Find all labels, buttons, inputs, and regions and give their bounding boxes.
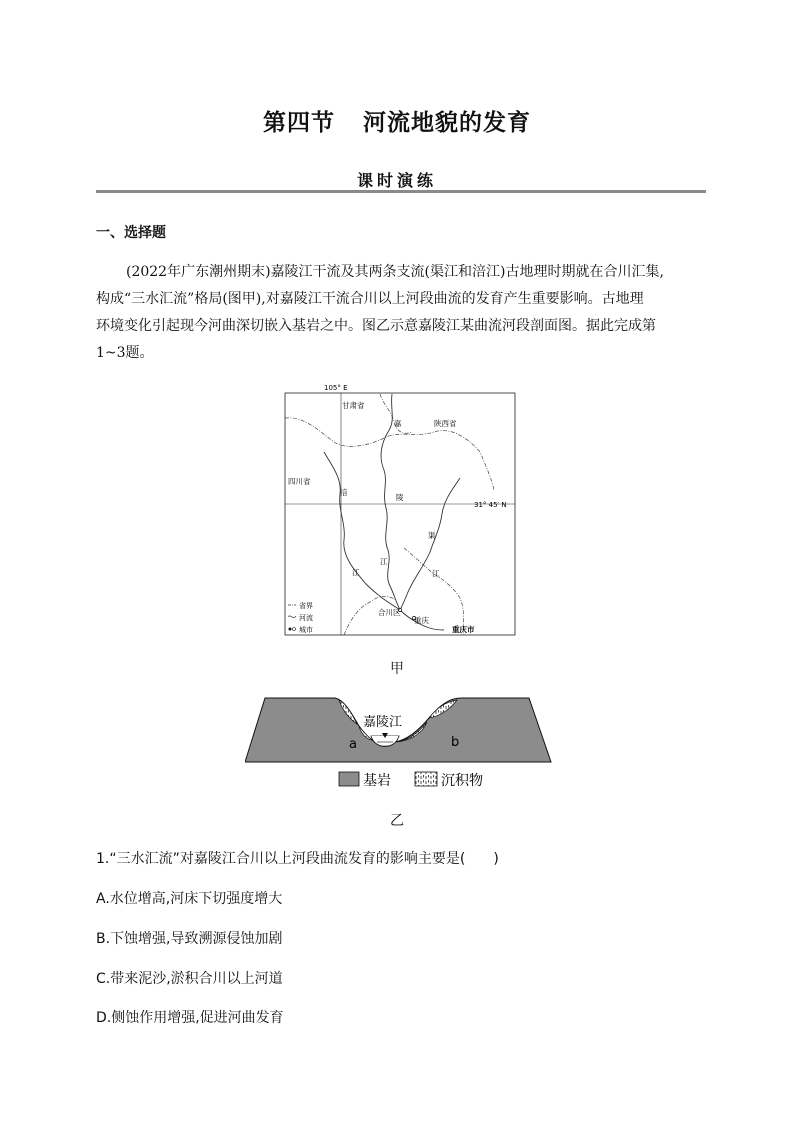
legend-bedrock-label: 基岩 (363, 773, 391, 789)
jiang-char: 江 (380, 557, 388, 566)
figure-cross-section (245, 690, 557, 794)
province-border-chongqing (404, 548, 464, 635)
legend-border-label: 省界 (299, 602, 313, 610)
intro-line-2: 构成“三水汇流”格局(图甲),对嘉陵江干流合川以上河段曲流的发育产生重要影响。古地理 (96, 291, 644, 307)
qu-char: 渠 (428, 531, 436, 540)
legend-city-label: 城市 (299, 626, 313, 634)
label-a: a (349, 737, 357, 752)
river-label: 嘉陵江 (363, 715, 403, 730)
title-section-number: 第四节 (263, 109, 335, 136)
legend-sediment-label: 沉积物 (441, 773, 483, 789)
sichuan-label: 四川省 (288, 477, 311, 486)
title-divider (96, 190, 706, 193)
intro-line-1: (2022年广东潮州期末)嘉陵江干流及其两条支流(渠江和涪江)古地理时期就在合川汇集, (126, 264, 664, 280)
shaanxi-label: 陕西省 (434, 419, 457, 428)
legend-sediment-swatch (415, 772, 437, 786)
title-section-name: 河流地貌的发育 (363, 109, 531, 136)
fu-jiang-char: 江 (352, 568, 360, 577)
chongqing-shi-label: 重庆市 (452, 625, 475, 634)
qu-jiang-char: 江 (432, 569, 440, 578)
page-subtitle: 课时演练 (356, 171, 437, 190)
question-1-option-a[interactable]: A.水位增高,河床下切强度增大 (96, 891, 283, 907)
question-1-stem: 1.“三水汇流”对嘉陵江合川以上河段曲流发育的影响主要是( ) (96, 851, 499, 867)
gansu-label: 甘肃省 (342, 401, 365, 410)
intro-line-3: 环境变化引起现今河曲深切嵌入基岩之中。图乙示意嘉陵江某曲流河段剖面图。据此完成第 (96, 318, 656, 334)
label-b: b (451, 735, 460, 750)
page-title (0, 104, 794, 137)
legend-bedrock-swatch (339, 772, 359, 786)
map-legend (288, 601, 313, 634)
figure-caption-yi: 乙 (390, 813, 404, 829)
legend-city-icon (289, 628, 292, 631)
longitude-label: 105° E (324, 384, 348, 392)
chongqing-label: 重庆 (414, 616, 429, 625)
map-frame (285, 393, 515, 635)
qu-river (400, 478, 460, 610)
legend-river-icon (288, 616, 296, 618)
bedrock-body (245, 698, 551, 762)
intro-line-4: 1~3题。 (96, 345, 154, 361)
jia-char: 嘉 (394, 419, 402, 428)
intro-paragraph (96, 259, 712, 367)
figure-map (284, 380, 534, 640)
question-1-option-d[interactable]: D.侧蚀作用增强,促进河曲发育 (96, 1010, 284, 1026)
question-1-option-c[interactable]: C.带来泥沙,淤积合川以上河道 (96, 971, 283, 987)
legend-river-label: 河流 (299, 614, 313, 622)
fu-char: 涪 (340, 488, 348, 497)
legend-city-icon-2 (293, 628, 296, 631)
question-1-option-b[interactable]: B.下蚀增强,导致溯源侵蚀加剧 (96, 931, 283, 947)
latitude-label: 31° 45′ N (474, 501, 507, 509)
ling-char: 陵 (396, 493, 404, 502)
figure-caption-jia: 甲 (390, 661, 404, 677)
section-heading: 一、选择题 (96, 225, 166, 241)
fu-river (324, 452, 400, 610)
hechuan-label: 合川区 (378, 608, 401, 617)
